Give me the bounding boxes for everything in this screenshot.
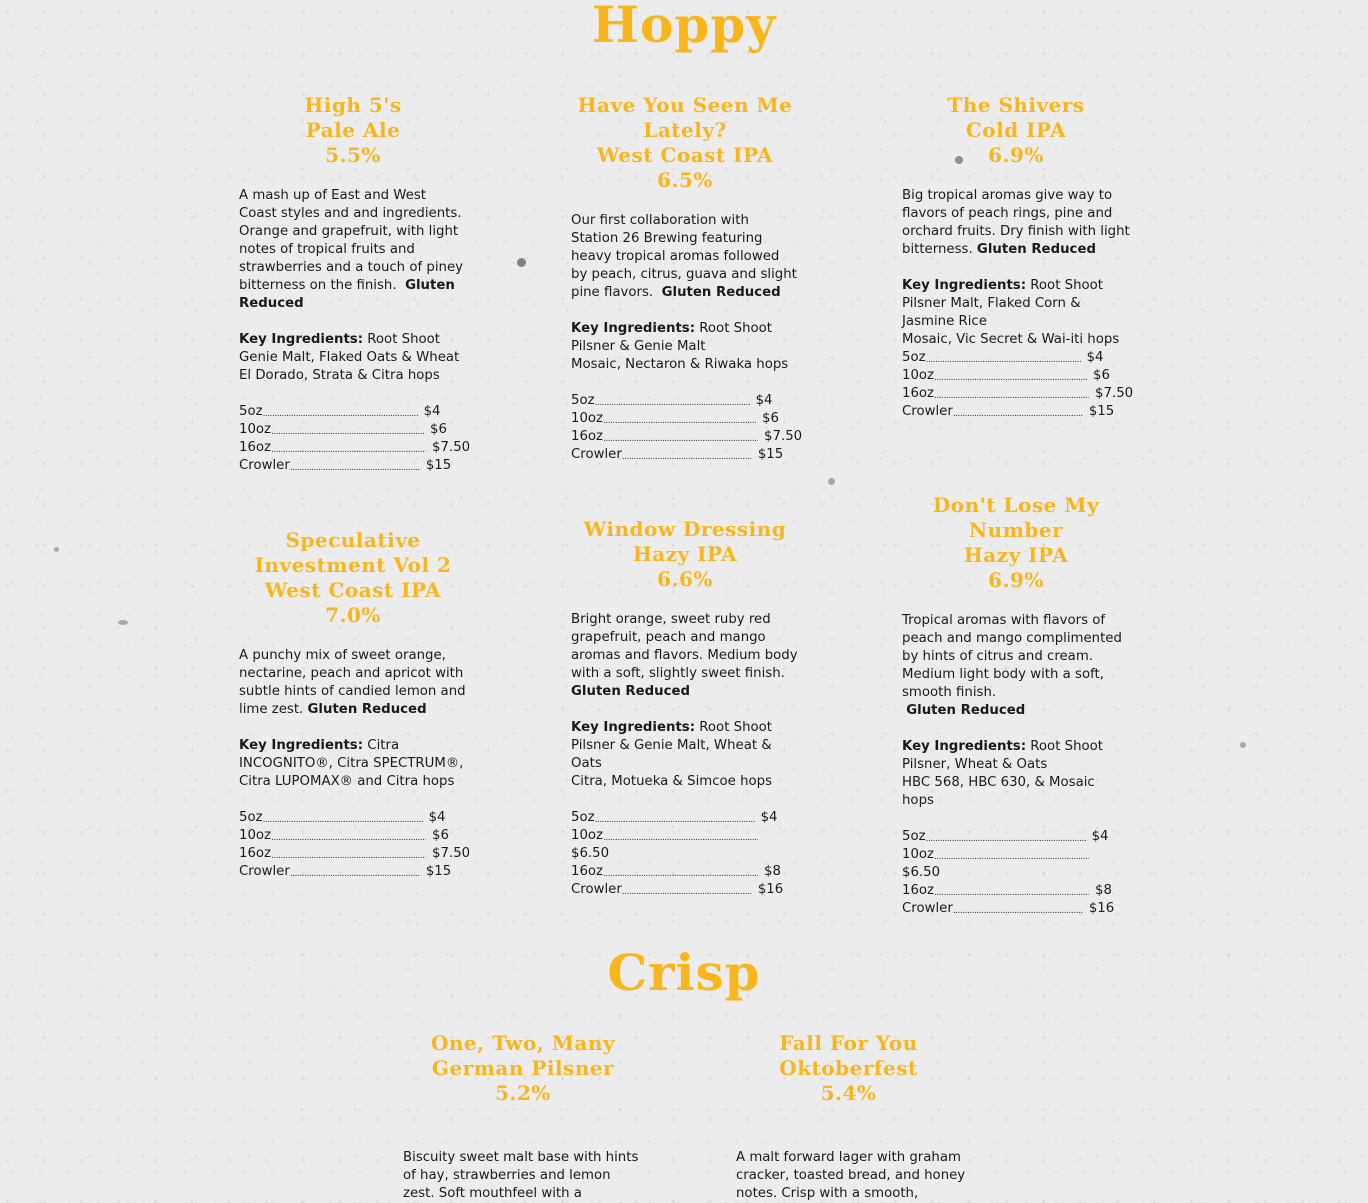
price-value: $7.50: [432, 440, 471, 455]
beer-style: Hazy IPA: [963, 543, 1069, 567]
beer-abv: 5.5%: [325, 143, 381, 167]
key-ingredients: [571, 320, 799, 374]
price-size: 5oz: [239, 810, 263, 825]
price-list: [902, 349, 1134, 421]
ingredients-hops: El Dorado, Strata & Citra hops: [239, 368, 440, 383]
price-value: $8: [1095, 883, 1112, 898]
beer-name: The Shivers: [947, 93, 1085, 117]
key-ingredients: [239, 737, 467, 791]
key-ingredients-label: Key Ingredients:: [902, 739, 1027, 754]
beer-name: Speculative: [285, 528, 421, 552]
price-row: [571, 410, 799, 428]
price-row: [239, 421, 467, 439]
beer-name: Window Dressing: [583, 517, 787, 541]
beer-description: A malt forward lager with graham cracker, toasted bread, and honey notes. Crisp with a smooth,: [736, 1150, 966, 1201]
price-row: [239, 809, 467, 827]
beer-abv: 6.9%: [988, 568, 1044, 592]
malts-text: Citra INCOGNITO®, Citra SPECTRUM®, Citra LUPOMAX® and Citra hops: [239, 738, 464, 789]
leader-dots: [603, 414, 756, 428]
leader-dots: [622, 885, 752, 899]
key-ingredients-label: Key Ingredients:: [239, 738, 364, 753]
beer-style: Cold IPA: [965, 118, 1067, 142]
description-text: Big tropical aromas give way to flavors of peach rings, pine and orchard fruits. Dry finish with light bitterness.: [902, 188, 1130, 257]
key-ingredients: [902, 277, 1130, 349]
beer-heading: [736, 1031, 961, 1106]
price-value: $15: [1088, 404, 1115, 419]
beer-style: Pale Ale: [305, 118, 401, 142]
ingredients-malts: [571, 321, 772, 354]
price-value: $7.50: [432, 846, 471, 861]
price-value: $6: [432, 828, 449, 843]
price-value: $4: [760, 810, 778, 825]
price-size: 10oz: [902, 847, 935, 862]
paper-speck: [54, 547, 59, 552]
price-size: 10oz: [571, 411, 604, 426]
description-text: Bright orange, sweet ruby red grapefruit, peach and mango aromas and flavors. Medium body with a soft, slightly sweet finish.: [571, 612, 798, 681]
ingredients-malts: [571, 720, 772, 771]
beer-style: Oktoberfest: [779, 1056, 918, 1080]
ingredients-malts: [239, 332, 459, 365]
ingredients-hops: HBC 568, HBC 630, & Mosaic hops: [902, 775, 1095, 808]
leader-dots: [271, 831, 426, 845]
price-value: $7.50: [764, 429, 803, 444]
price-list: [902, 828, 1130, 918]
price-size: 5oz: [902, 350, 926, 365]
price-size: 10oz: [571, 828, 604, 843]
price-value: $4: [423, 404, 441, 419]
ingredients-malts: [239, 738, 463, 789]
beer-style: West Coast IPA: [596, 143, 774, 167]
beer-name: Lately?: [643, 118, 727, 142]
leader-dots: [595, 396, 750, 410]
beer-name: One, Two, Many: [430, 1031, 616, 1055]
beer-name: Number: [968, 518, 1064, 542]
key-ingredients-label: Key Ingredients:: [571, 720, 696, 735]
beer-description: [239, 647, 467, 719]
paper-speck: [517, 258, 526, 267]
price-size: Crowler: [239, 864, 290, 879]
price-row: [902, 367, 1130, 385]
key-ingredients-label: Key Ingredients:: [902, 278, 1027, 293]
gluten-reduced-label: Gluten Reduced: [976, 242, 1096, 257]
leader-dots: [934, 371, 1087, 385]
price-size: 10oz: [239, 828, 272, 843]
price-row: [571, 881, 799, 899]
beer-heading: [403, 1031, 643, 1106]
price-size: 5oz: [239, 404, 263, 419]
ingredients-hops: Mosaic, Vic Secret & Wai-iti hops: [902, 332, 1120, 347]
beer-description: [239, 187, 467, 313]
beer-name: Have You Seen Me: [577, 93, 793, 117]
price-value: $4: [1091, 829, 1109, 844]
price-value: $6.50: [902, 865, 941, 880]
beer-description: [902, 612, 1130, 720]
beer-card-seen-me: [571, 93, 803, 464]
price-value: $4: [1086, 350, 1104, 365]
price-row: [239, 403, 467, 421]
section-title-crisp: Crisp: [607, 943, 761, 1002]
price-size: Crowler: [902, 901, 953, 916]
beer-abv: 6.9%: [988, 143, 1044, 167]
beer-heading: [902, 493, 1130, 593]
gluten-reduced-label: Gluten Reduced: [239, 278, 455, 311]
key-ingredients: [902, 738, 1130, 810]
gluten-reduced-label: Gluten Reduced: [906, 703, 1026, 718]
beer-description: [571, 212, 799, 302]
beer-card-dont-lose-my-number: [902, 493, 1130, 918]
beer-abv: 7.0%: [325, 603, 381, 627]
price-size: 5oz: [571, 810, 595, 825]
description-text: Our first collaboration with Station 26 Brewing featuring heavy tropical aromas followed by peach, citrus, guava and slight pine flavors.: [571, 213, 797, 300]
beer-abv: 6.6%: [657, 567, 713, 591]
price-row: [239, 439, 471, 457]
leader-dots: [934, 886, 1089, 900]
price-size: 16oz: [571, 429, 604, 444]
gluten-reduced-label: Gluten Reduced: [661, 285, 781, 300]
price-value: $6.50: [571, 846, 610, 861]
beer-card-high5: [239, 93, 471, 475]
leader-dots: [290, 867, 420, 881]
paper-speck: [1240, 742, 1246, 748]
price-row: [902, 900, 1130, 918]
beer-abv: 6.5%: [657, 168, 713, 192]
beer-name: High 5's: [304, 93, 402, 117]
leader-dots: [290, 461, 420, 475]
description-text: A mash up of East and West Coast styles and and ingredients. Orange and grapefruit, with light notes of tropical fruits and strawberries and a touch of piney bitterness on the finish.: [239, 188, 463, 293]
malts-text: Root Shoot Pilsner Malt, Flaked Corn & Jasmine Rice: [902, 278, 1103, 329]
price-value: $16: [757, 882, 784, 897]
beer-card-fall-for-you: [736, 1031, 981, 1203]
price-size: Crowler: [239, 458, 290, 473]
beer-card-speculative: [239, 528, 471, 881]
key-ingredients-label: Key Ingredients:: [239, 332, 364, 347]
price-size: Crowler: [571, 447, 622, 462]
paper-speck: [828, 478, 835, 485]
leader-dots: [603, 432, 758, 446]
price-row: [571, 446, 799, 464]
price-size: 16oz: [902, 883, 935, 898]
section-title-hoppy: Hoppy: [591, 0, 777, 54]
leader-dots: [603, 831, 758, 845]
price-row: [239, 827, 467, 845]
price-value: $6: [1093, 368, 1110, 383]
key-ingredients-label: Key Ingredients:: [571, 321, 696, 336]
ingredients-malts: [902, 278, 1103, 329]
beer-heading: [902, 93, 1130, 168]
price-size: 16oz: [239, 440, 272, 455]
beer-description: Biscuity sweet malt base with hints of hay, strawberries and lemon zest. Soft mouthfeel with a: [403, 1150, 639, 1201]
beer-style: Hazy IPA: [632, 542, 738, 566]
beer-style: West Coast IPA: [264, 578, 442, 602]
price-value: $15: [425, 864, 452, 879]
price-row: [239, 457, 467, 475]
beer-card-one-two-many: [403, 1031, 643, 1203]
price-value: $15: [757, 447, 784, 462]
price-row: [571, 863, 799, 881]
gluten-reduced-label: Gluten Reduced: [307, 702, 427, 717]
price-value: $15: [425, 458, 452, 473]
leader-dots: [263, 813, 423, 827]
price-value: $8: [764, 864, 781, 879]
price-row: [902, 846, 1130, 882]
beer-card-window-dressing: [571, 517, 799, 899]
leader-dots: [953, 904, 1083, 918]
key-ingredients: [239, 331, 467, 385]
price-value: $4: [428, 810, 446, 825]
beer-name: Investment Vol 2: [254, 553, 452, 577]
price-size: 16oz: [902, 386, 935, 401]
beer-description: [571, 611, 799, 701]
price-list: [239, 403, 471, 475]
beer-description: [902, 187, 1130, 259]
price-size: Crowler: [571, 882, 622, 897]
ingredients-malts: [902, 739, 1103, 772]
beer-name: Fall For You: [779, 1031, 918, 1055]
leader-dots: [934, 389, 1089, 403]
leader-dots: [271, 443, 426, 457]
price-value: $16: [1088, 901, 1115, 916]
price-row: [239, 845, 471, 863]
price-row: [902, 385, 1134, 403]
beer-heading: [571, 93, 799, 193]
price-size: 10oz: [902, 368, 935, 383]
price-list: [239, 809, 471, 881]
malts-text: Root Shoot Genie Malt, Flaked Oats & Wheat: [239, 332, 460, 365]
leader-dots: [622, 450, 752, 464]
price-row: [571, 809, 799, 827]
leader-dots: [271, 849, 426, 863]
leader-dots: [934, 850, 1089, 864]
leader-dots: [595, 813, 755, 827]
beer-card-shivers: [902, 93, 1134, 421]
price-row: [239, 863, 467, 881]
price-size: 5oz: [571, 393, 595, 408]
beer-style: German Pilsner: [431, 1056, 615, 1080]
leader-dots: [263, 407, 418, 421]
beer-abv: 5.4%: [820, 1081, 877, 1105]
gluten-reduced-label: Gluten Reduced: [571, 684, 691, 699]
price-size: 10oz: [239, 422, 272, 437]
description-text: A punchy mix of sweet orange, nectarine, peach and apricot with subtle hints of candied lemon and lime zest.: [239, 648, 466, 717]
beer-heading: [239, 528, 467, 628]
price-size: 16oz: [239, 846, 272, 861]
ingredients-hops: Citra, Motueka & Simcoe hops: [571, 774, 772, 789]
leader-dots: [271, 425, 424, 439]
price-row: [571, 428, 803, 446]
price-row: [902, 403, 1130, 421]
leader-dots: [926, 832, 1086, 846]
paper-speck: [118, 620, 128, 625]
price-list: [571, 809, 799, 899]
price-value: $4: [755, 393, 773, 408]
leader-dots: [603, 867, 758, 881]
price-value: $6: [430, 422, 447, 437]
price-row: [902, 828, 1130, 846]
price-row: [902, 882, 1130, 900]
beer-abv: 5.2%: [495, 1081, 551, 1105]
leader-dots: [953, 407, 1083, 421]
malts-text: Root Shoot Pilsner & Genie Malt: [571, 321, 772, 354]
price-value: $6: [762, 411, 779, 426]
description-text: Tropical aromas with flavors of peach and mango complimented by hints of citrus and cream. Medium light body with a soft, smooth finish.: [902, 613, 1122, 700]
beer-heading: [571, 517, 799, 592]
price-size: 16oz: [571, 864, 604, 879]
price-row: [571, 392, 799, 410]
price-row: [571, 827, 799, 863]
leader-dots: [926, 353, 1081, 367]
price-size: Crowler: [902, 404, 953, 419]
price-size: 5oz: [902, 829, 926, 844]
key-ingredients: [571, 719, 799, 791]
beer-heading: [239, 93, 467, 168]
malts-text: Root Shoot Pilsner, Wheat & Oats: [902, 739, 1103, 772]
beer-name: Don't Lose My: [932, 493, 1100, 517]
ingredients-hops: Mosaic, Nectaron & Riwaka hops: [571, 357, 789, 372]
price-list: [571, 392, 803, 464]
malts-text: Root Shoot Pilsner & Genie Malt, Wheat & Oats: [571, 720, 772, 771]
price-row: [902, 349, 1130, 367]
price-value: $7.50: [1095, 386, 1134, 401]
